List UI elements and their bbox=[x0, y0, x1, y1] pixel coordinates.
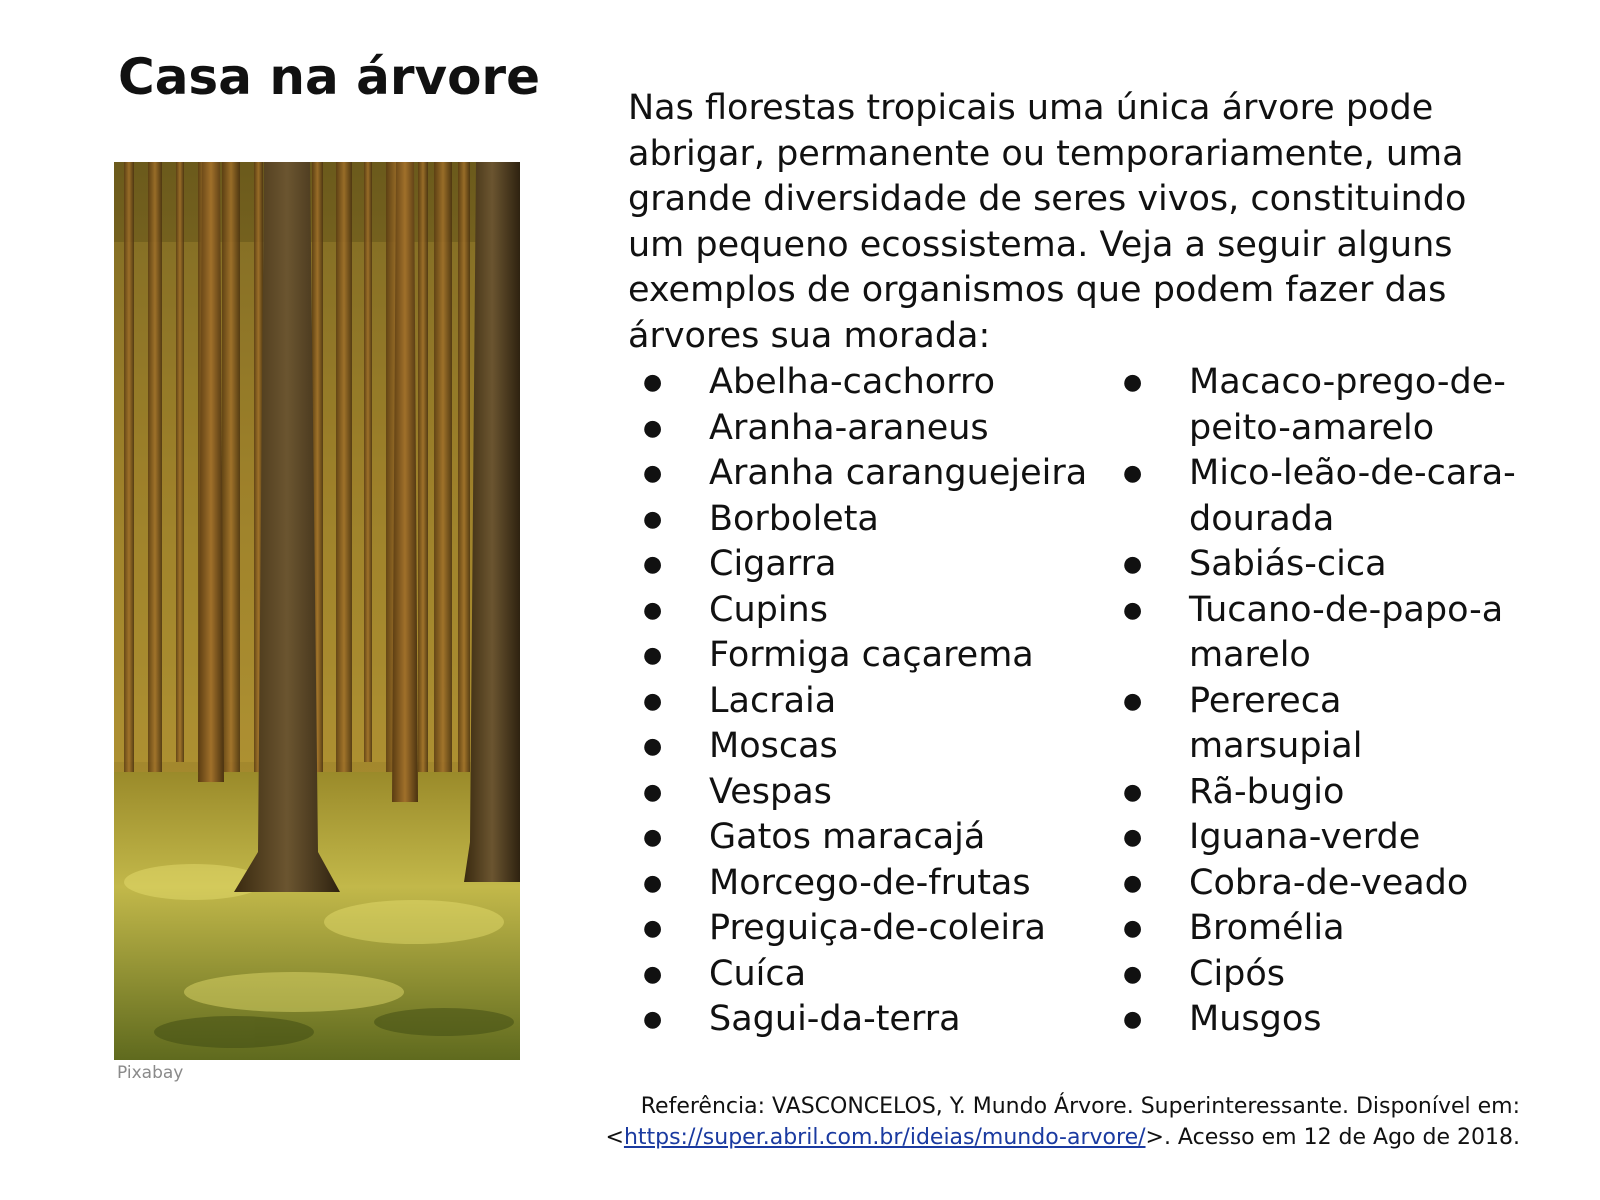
bullet-icon: ● bbox=[643, 643, 663, 668]
list-item-text bbox=[709, 724, 1087, 770]
list-item-text-line: Lacraia bbox=[709, 680, 837, 721]
bullet-icon: ● bbox=[643, 779, 663, 805]
list-item bbox=[643, 451, 1087, 497]
bullet-icon: ● bbox=[643, 415, 663, 441]
list-item bbox=[643, 724, 1087, 770]
list-item bbox=[643, 633, 1087, 679]
bullet-icon: ● bbox=[643, 916, 663, 941]
list-item bbox=[643, 360, 1087, 406]
bullet-icon: ● bbox=[643, 961, 663, 987]
organism-list-right bbox=[1123, 360, 1516, 1043]
list-item-text bbox=[709, 406, 1087, 452]
list-item-text bbox=[709, 997, 1087, 1043]
list-item-text-line: Mico-leão-de-cara- bbox=[1189, 453, 1516, 493]
intro-line: Nas florestas tropicais uma única árvore pode bbox=[628, 88, 1434, 128]
list-item bbox=[1123, 770, 1516, 816]
list-item-text bbox=[1189, 906, 1516, 952]
list-item-text-line: Rã-bugio bbox=[1189, 771, 1345, 812]
list-item-text bbox=[709, 770, 1087, 816]
list-item-text-line: marelo bbox=[1189, 635, 1311, 675]
reference-line-2 bbox=[606, 1122, 1521, 1153]
list-item bbox=[1123, 588, 1516, 679]
forest-photo bbox=[114, 162, 520, 1060]
forest-illustration bbox=[114, 162, 520, 1060]
list-item-text bbox=[709, 815, 1087, 861]
list-item-text-line: Cigarra bbox=[709, 544, 837, 584]
list-item-text-line: Cupins bbox=[709, 589, 828, 630]
list-item bbox=[1123, 952, 1516, 998]
list-item bbox=[643, 542, 1087, 588]
list-item-text-line: Aranha caranguejeira bbox=[709, 453, 1088, 493]
intro-line: árvores sua morada: bbox=[628, 315, 991, 356]
list-item-text bbox=[1189, 770, 1516, 816]
intro-line: grande diversidade de seres vivos, constituindo bbox=[628, 179, 1467, 219]
bullet-icon: ● bbox=[1123, 370, 1143, 395]
list-item-text bbox=[1189, 679, 1516, 770]
bullet-icon: ● bbox=[643, 597, 663, 623]
bullet-icon: ● bbox=[643, 688, 663, 714]
list-item-text bbox=[709, 451, 1087, 497]
list-item-text-line: Sagui-da-terra bbox=[709, 999, 961, 1039]
bullet-icon: ● bbox=[1123, 597, 1143, 623]
intro-line: exemplos de organismos que podem fazer das bbox=[628, 270, 1447, 310]
list-item-text-line: marsupial bbox=[1189, 726, 1363, 766]
list-item bbox=[643, 906, 1087, 952]
bullet-icon: ● bbox=[1123, 461, 1143, 486]
list-item-text bbox=[709, 861, 1087, 907]
list-item-text-line: Musgos bbox=[1189, 999, 1322, 1039]
list-item-text bbox=[1189, 997, 1516, 1043]
bullet-icon: ● bbox=[643, 1007, 663, 1032]
list-item bbox=[1123, 906, 1516, 952]
bullet-icon: ● bbox=[1123, 870, 1143, 896]
list-item-text bbox=[1189, 542, 1516, 588]
list-item-text bbox=[709, 360, 1087, 406]
reference-line-1: Referência: VASCONCELOS, Y. Mundo Árvore. Superinteressante. Disponível em: bbox=[640, 1094, 1520, 1119]
list-item-text bbox=[1189, 360, 1516, 451]
list-item bbox=[1123, 997, 1516, 1043]
list-item-text bbox=[1189, 451, 1516, 542]
list-item bbox=[643, 679, 1087, 725]
list-item-text-line: Aranha-araneus bbox=[709, 407, 989, 448]
intro-line: um pequeno ecossistema. Veja a seguir alguns bbox=[628, 224, 1453, 265]
reference-close: >. Acesso em 12 de Ago de 2018. bbox=[1145, 1125, 1520, 1150]
list-item-text bbox=[709, 497, 1087, 543]
list-item bbox=[643, 406, 1087, 452]
list-item-text-line: Perereca bbox=[1189, 680, 1342, 721]
bullet-icon: ● bbox=[643, 506, 663, 532]
list-item-text-line: Sabiás-cica bbox=[1189, 544, 1387, 584]
bullet-icon: ● bbox=[1123, 916, 1143, 941]
list-item-text-line: Cuíca bbox=[709, 953, 807, 994]
image-credit: Pixabay bbox=[117, 1063, 184, 1083]
list-item-text-line: Cobra-de-veado bbox=[1189, 862, 1469, 903]
list-item bbox=[643, 861, 1087, 907]
list-item-text-line: Tucano-de-papo-a bbox=[1189, 589, 1504, 630]
list-item bbox=[1123, 861, 1516, 907]
list-item-text bbox=[709, 952, 1087, 998]
list-item bbox=[643, 997, 1087, 1043]
intro-line: abrigar, permanente ou temporariamente, uma bbox=[628, 133, 1464, 174]
list-item-text-line: Moscas bbox=[709, 726, 838, 766]
bullet-icon: ● bbox=[1123, 688, 1143, 714]
bullet-icon: ● bbox=[1123, 779, 1143, 805]
bullet-icon: ● bbox=[1123, 825, 1143, 850]
organism-list-left bbox=[643, 360, 1087, 1043]
list-item-text bbox=[709, 633, 1087, 679]
list-item-text bbox=[709, 588, 1087, 634]
list-item-text-line: dourada bbox=[1189, 498, 1335, 539]
bullet-icon: ● bbox=[643, 370, 663, 395]
list-item bbox=[1123, 815, 1516, 861]
list-item-text bbox=[709, 542, 1087, 588]
list-item bbox=[1123, 679, 1516, 770]
bullet-icon: ● bbox=[643, 552, 663, 577]
bullet-icon: ● bbox=[643, 461, 663, 486]
bullet-icon: ● bbox=[643, 734, 663, 759]
page-title: Casa na árvore bbox=[118, 48, 540, 106]
list-item-text-line: Morcego-de-frutas bbox=[709, 862, 1031, 903]
list-item-text-line: Formiga caçarema bbox=[709, 635, 1034, 675]
list-item-text-line: Borboleta bbox=[709, 498, 879, 539]
list-item-text bbox=[709, 906, 1087, 952]
list-item-text bbox=[1189, 815, 1516, 861]
list-item bbox=[1123, 360, 1516, 451]
list-item-text bbox=[1189, 952, 1516, 998]
list-item-text-line: peito-amarelo bbox=[1189, 407, 1435, 448]
list-item-text bbox=[1189, 588, 1516, 679]
bullet-icon: ● bbox=[1123, 961, 1143, 987]
list-item-text-line: Vespas bbox=[709, 771, 832, 812]
list-item bbox=[1123, 451, 1516, 542]
reference-note bbox=[606, 1091, 1521, 1153]
list-item-text bbox=[1189, 861, 1516, 907]
list-item-text-line: Abelha-cachorro bbox=[709, 362, 996, 402]
reference-open: < bbox=[605, 1125, 624, 1150]
bullet-icon: ● bbox=[643, 870, 663, 896]
list-item-text-line: Macaco-prego-de- bbox=[1189, 362, 1506, 402]
list-item-text-line: Iguana-verde bbox=[1189, 817, 1421, 857]
intro-paragraph bbox=[628, 86, 1528, 359]
list-item-text-line: Bromélia bbox=[1189, 908, 1345, 948]
list-item bbox=[643, 497, 1087, 543]
list-item bbox=[643, 952, 1087, 998]
list-item bbox=[643, 588, 1087, 634]
list-item-text-line: Preguiça-de-coleira bbox=[709, 908, 1046, 948]
bullet-icon: ● bbox=[1123, 1007, 1143, 1032]
list-item bbox=[643, 815, 1087, 861]
list-item bbox=[643, 770, 1087, 816]
list-item bbox=[1123, 542, 1516, 588]
bullet-icon: ● bbox=[643, 825, 663, 850]
list-item-text bbox=[709, 679, 1087, 725]
bullet-icon: ● bbox=[1123, 552, 1143, 577]
list-item-text-line: Gatos maracajá bbox=[709, 817, 986, 857]
list-item-text-line: Cipós bbox=[1189, 953, 1286, 994]
reference-link[interactable]: https://super.abril.com.br/ideias/mundo-arvore/ bbox=[623, 1125, 1146, 1150]
